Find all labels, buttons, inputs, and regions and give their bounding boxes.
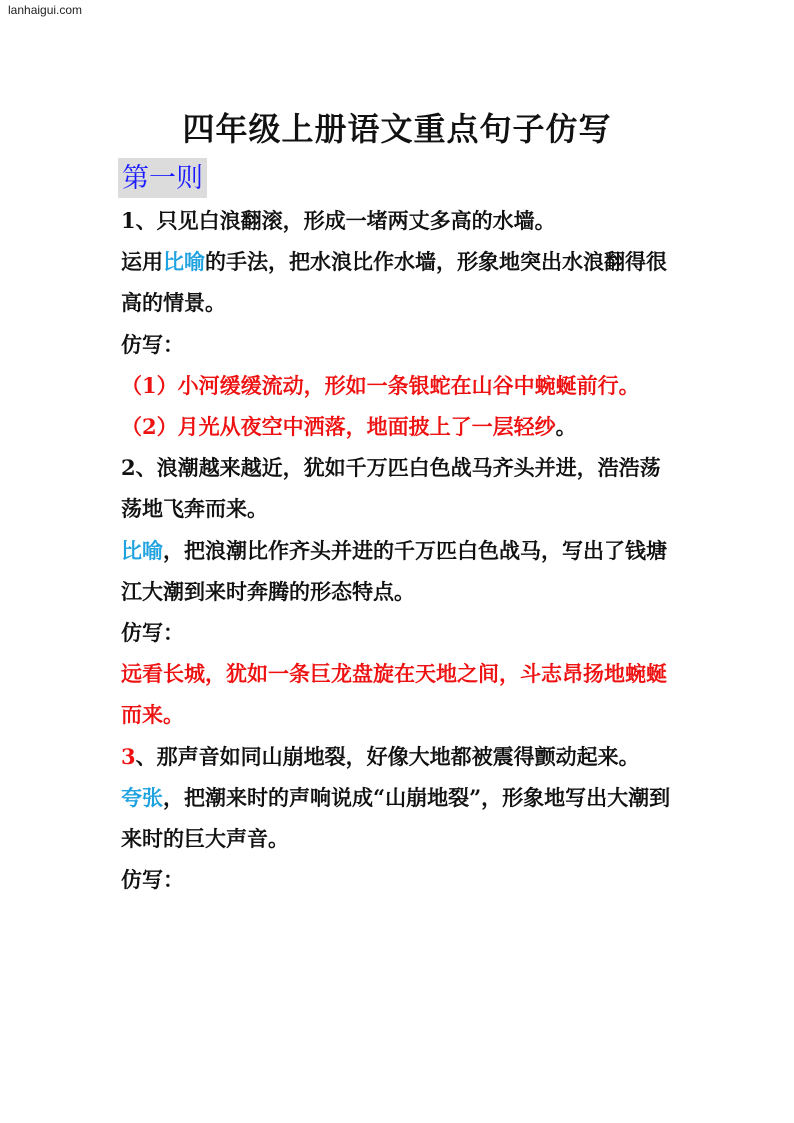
- rhetoric-term: 比喻: [163, 249, 205, 275]
- item-number: 3: [121, 743, 136, 769]
- example-end: 。: [555, 414, 577, 440]
- analysis-text: 的手法，把水浪比作水墙，形象地突出水浪翻得很高的情景。: [121, 249, 667, 316]
- analysis-2: [121, 530, 677, 612]
- analysis-3: [121, 777, 677, 859]
- example-1-2: [121, 406, 677, 447]
- analysis-prefix: 运用: [121, 249, 163, 275]
- sentence-2: 2、浪潮越来越近，犹如千万匹白色战马齐头并进，浩浩荡荡地飞奔而来。: [121, 455, 661, 522]
- analysis-text: ，把潮来时的声响说成“山崩地裂”，形象地写出大潮到来时的巨大声音。: [121, 784, 671, 852]
- example-1-1: [121, 365, 677, 406]
- sentence-text: 、那声音如同山崩地裂，好像大地都被震得颤动起来。: [135, 743, 640, 769]
- site-watermark: lanhaigui.com: [8, 3, 83, 17]
- page-title: 四年级上册语文重点句子仿写: [182, 110, 612, 148]
- sentence-3: [121, 736, 677, 777]
- imitate-label-2: 仿写：: [121, 620, 184, 646]
- section-heading: 第一则: [118, 158, 207, 198]
- example-text: （1）小河缓缓流动，形如一条银蛇在山谷中蜿蜒前行。: [121, 372, 640, 398]
- example-2-1: 远看长城，犹如一条巨龙盘旋在天地之间，斗志昂扬地蜿蜒而来。: [121, 661, 667, 728]
- analysis-1: [121, 241, 677, 323]
- analysis-text: ，把浪潮比作齐头并进的千万匹白色战马，写出了钱塘江大潮到来时奔腾的形态特点。: [121, 537, 667, 604]
- rhetoric-term: 比喻: [121, 537, 163, 563]
- rhetoric-term: 夸张: [121, 784, 163, 810]
- document-body: [121, 200, 677, 900]
- imitate-label-1: 仿写：: [121, 331, 184, 357]
- example-text: （2）月光从夜空中洒落，地面披上了一层轻纱: [121, 414, 556, 440]
- sentence-1: 1、只见白浪翻滚，形成一堵两丈多高的水墙。: [121, 208, 556, 233]
- imitate-label-3: 仿写：: [121, 867, 184, 893]
